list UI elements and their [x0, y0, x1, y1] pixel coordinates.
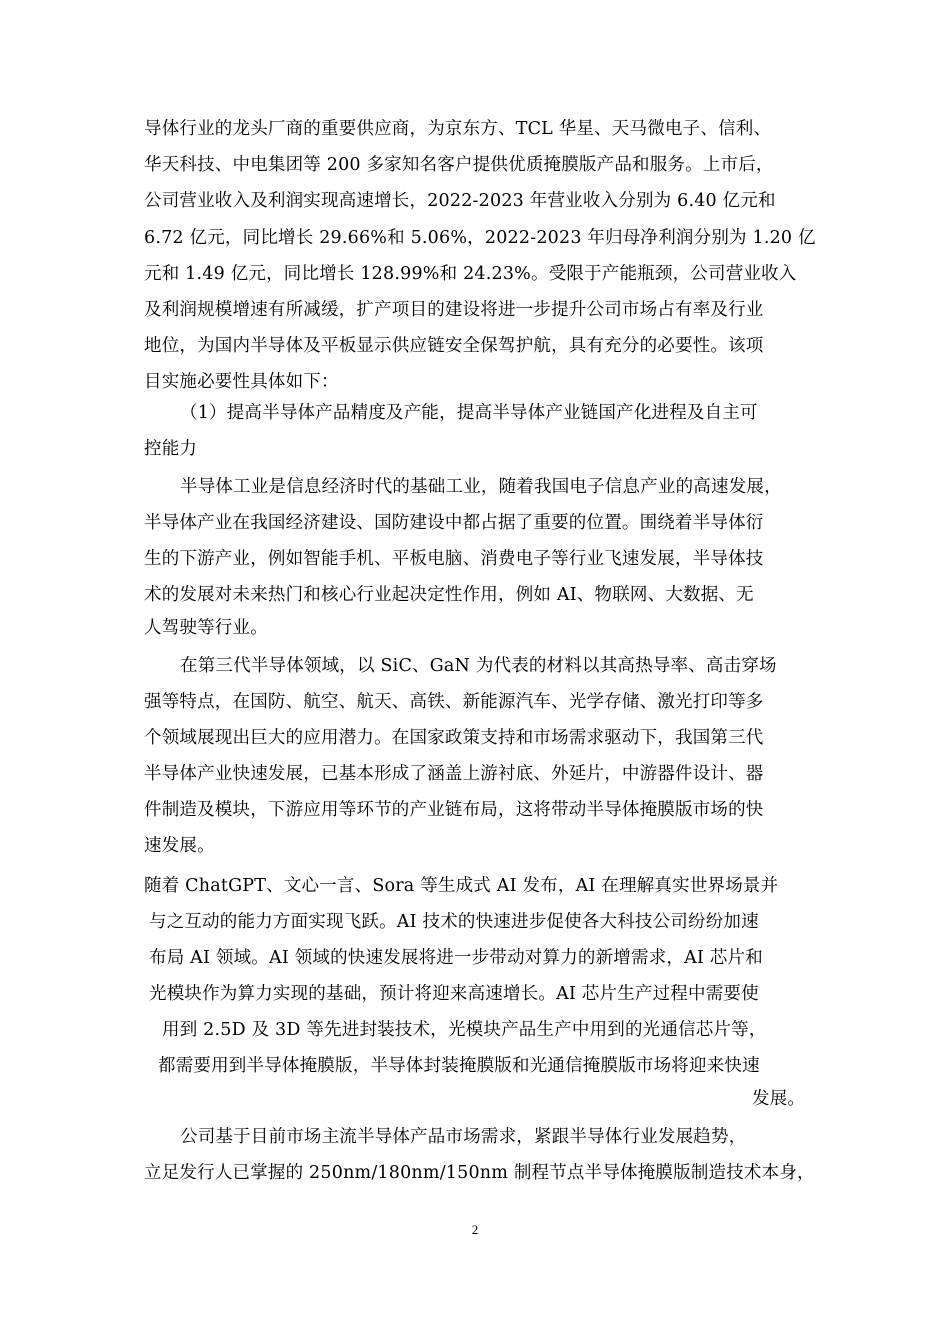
text-line: 导体行业的龙头厂商的重要供应商，为京东方、TCL 华星、天马微电子、信利、 [144, 119, 772, 139]
text-line: 布局 AI 领域。AI 领域的快速发展将进一步带动对算力的新增需求，AI 芯片和 [149, 948, 763, 968]
text-line: 强等特点，在国防、航空、航天、高铁、新能源汽车、光学存储、激光打印等多 [144, 692, 764, 712]
text-line: 与之互动的能力方面实现飞跃。AI 技术的快速进步促使各大科技公司纷纷加速 [149, 912, 759, 932]
text-line: 目实施必要性具体如下： [144, 372, 339, 392]
text-line: 光模块作为算力实现的基础，预计将迎来高速增长。AI 芯片生产过程中需要使 [149, 984, 759, 1004]
text-line: 都需要用到半导体掩膜版，半导体封装掩膜版和光通信掩膜版市场将迎来快速 [158, 1056, 760, 1076]
text-line: 元和 1.49 亿元，同比增长 128.99%和 24.23%。受限于产能瓶颈，公司营业收入 [144, 264, 797, 284]
text-line: 个领域展现出巨大的应用潜力。在国家政策支持和市场需求驱动下，我国第三代 [144, 728, 764, 748]
text-line: 术的发展对未来热门和核心行业起决定性作用，例如 AI、物联网、大数据、无 [144, 585, 754, 605]
text-line: 及利润规模增速有所减缓，扩产项目的建设将进一步提升公司市场占有率及行业 [144, 300, 764, 320]
page-number: 2 [471, 1222, 479, 1237]
text-line: 6.72 亿元，同比增长 29.66%和 5.06%，2022-2023 年归母净利润分别为 1.20 亿 [144, 228, 816, 248]
section-heading: 控能力 [144, 439, 198, 459]
text-line: 在第三代半导体领域，以 SiC、GaN 为代表的材料以其高热导率、高击穿场 [180, 656, 777, 676]
text-line: 立足发行人已掌握的 250nm/180nm/150nm 制程节点半导体掩膜版制造技术本身， [144, 1163, 815, 1183]
text-line: 用到 2.5D 及 3D 等先进封装技术，光模块产品生产中用到的光通信芯片等， [162, 1020, 767, 1040]
text-line: 地位，为国内半导体及平板显示供应链安全保驾护航，具有充分的必要性。该项 [144, 336, 764, 356]
text-line: 半导体产业在我国经济建设、国防建设中都占据了重要的位置。围绕着半导体衍 [144, 513, 764, 533]
text-line: 随着 ChatGPT、文心一言、Sora 等生成式 AI 发布，AI 在理解真实世界场景并 [144, 876, 779, 896]
text-line: 半导体产业快速发展，已基本形成了涵盖上游衬底、外延片，中游器件设计、器 [144, 764, 764, 784]
text-line: 公司营业收入及利润实现高速增长，2022-2023 年营业收入分别为 6.40 亿元和 [144, 191, 776, 211]
section-heading: （1）提高半导体产品精度及产能，提高半导体产业链国产化进程及自主可 [180, 403, 758, 423]
text-line: 速发展。 [144, 836, 215, 856]
text-line: 生的下游产业，例如智能手机、平板电脑、消费电子等行业飞速发展，半导体技 [144, 549, 764, 569]
text-line: 公司基于目前市场主流半导体产品市场需求，紧跟半导体行业发展趋势， [180, 1127, 747, 1147]
text-line: 发展。 [752, 1089, 806, 1109]
text-line: 件制造及模块，下游应用等环节的产业链布局，这将带动半导体掩膜版市场的快 [144, 800, 764, 820]
text-line: 半导体工业是信息经济时代的基础工业，随着我国电子信息产业的高速发展， [180, 477, 782, 497]
text-line: 人驾驶等行业。 [144, 618, 268, 638]
text-line: 华天科技、中电集团等 200 多家知名客户提供优质掩膜版产品和服务。上市后， [144, 155, 774, 175]
